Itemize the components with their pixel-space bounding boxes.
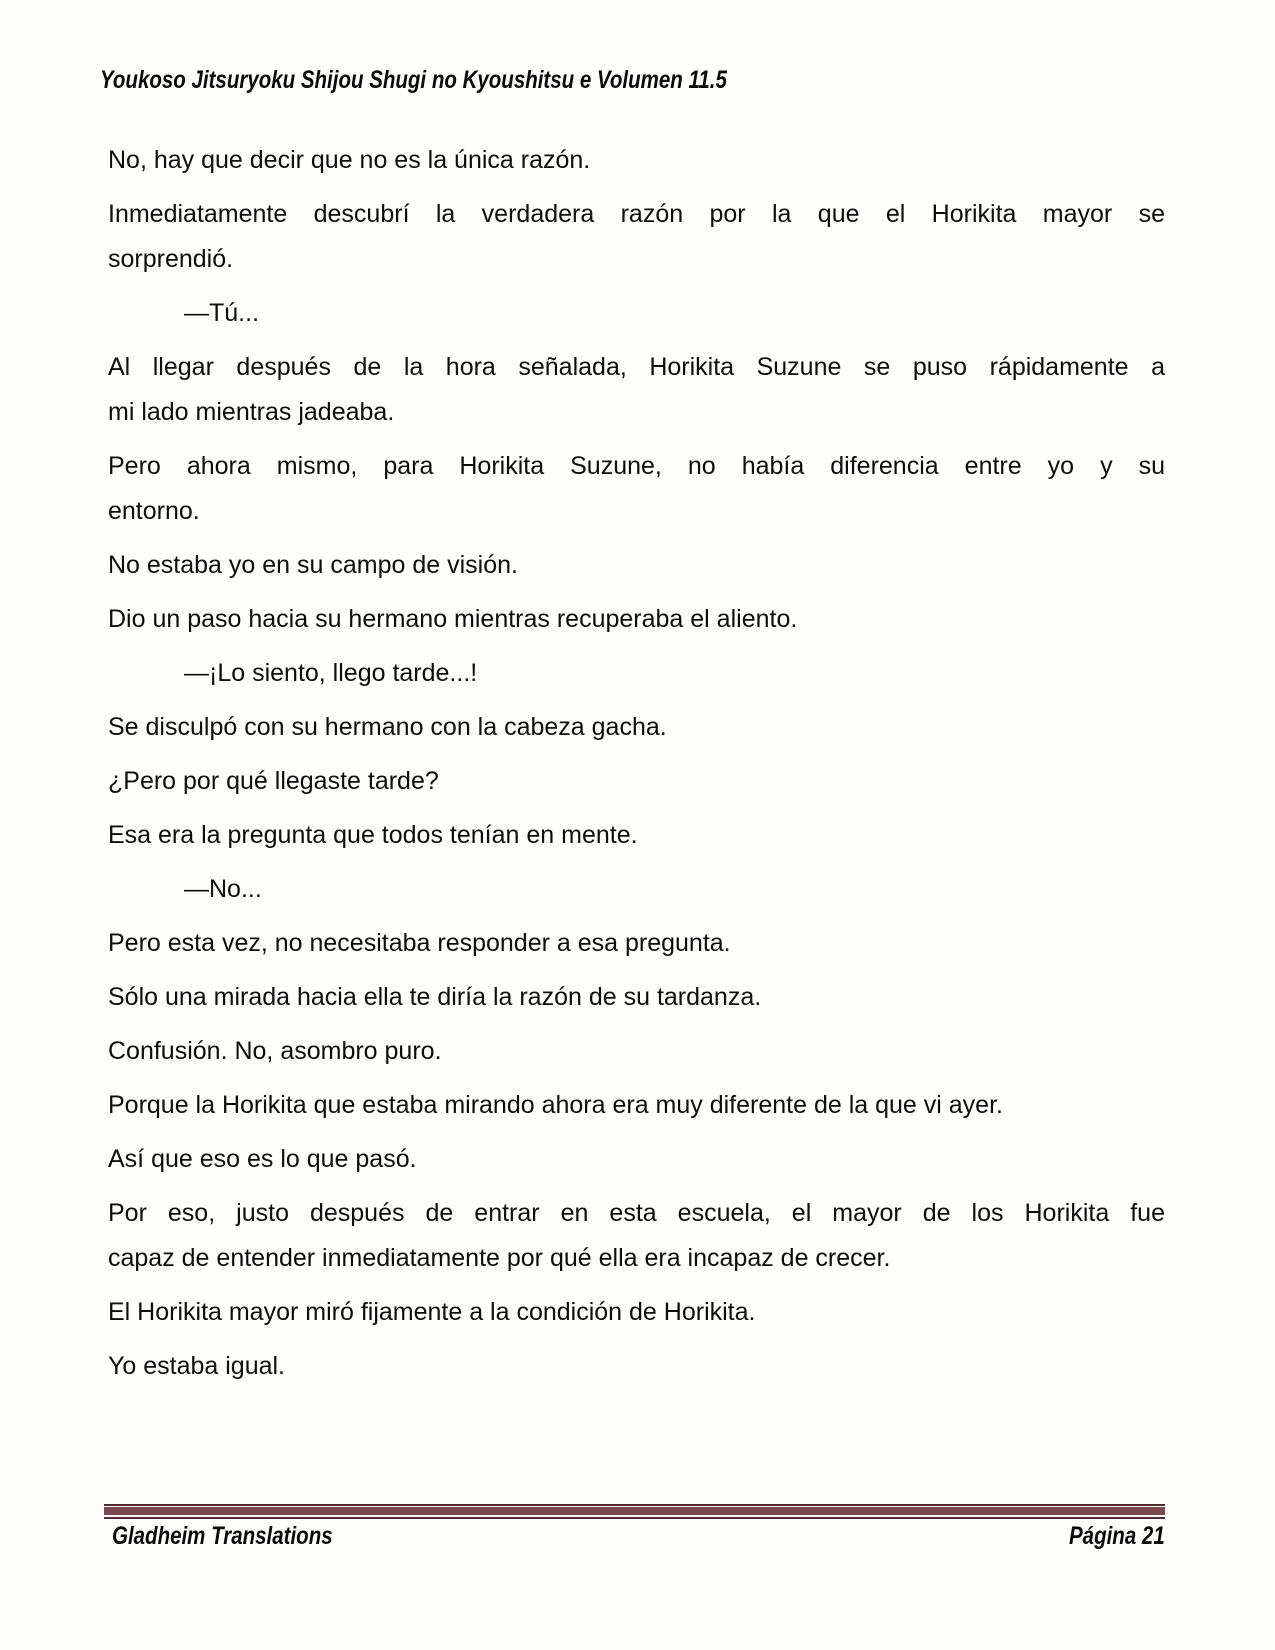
paragraph-line: Por eso, justo después de entrar en esta escuela, el mayor de los Horikita fue	[108, 1199, 1165, 1227]
paragraph	[108, 543, 1165, 588]
paragraph-line: El Horikita mayor miró fijamente a la condición de Horikita.	[108, 1298, 756, 1326]
paragraph-line: Inmediatamente descubrí la verdadera razón por la que el Horikita mayor se	[108, 200, 1165, 228]
paragraph	[108, 813, 1165, 858]
paragraph-line: Así que eso es lo que pasó.	[108, 1145, 417, 1173]
paragraph	[108, 705, 1165, 750]
footer-rule-thick	[104, 1507, 1165, 1515]
paragraph	[108, 138, 1165, 183]
header-title: Youkoso Jitsuryoku Shijou Shugi no Kyoushitsu e Volumen 11.5	[100, 66, 727, 94]
paragraph-line: Pero ahora mismo, para Horikita Suzune, no había diferencia entre yo y su	[108, 452, 1165, 480]
page-header	[100, 66, 864, 95]
paragraph-line: Esa era la pregunta que todos tenían en mente.	[108, 821, 638, 849]
paragraph-line: capaz de entender inmediatamente por qué ella era incapaz de crecer.	[108, 1244, 891, 1272]
paragraph	[108, 975, 1165, 1020]
paragraph-line: —No...	[184, 875, 262, 903]
paragraph	[108, 1290, 1165, 1335]
paragraph	[108, 345, 1165, 435]
paragraph	[108, 1191, 1165, 1281]
paragraph-line: sorprendió.	[108, 245, 234, 273]
paragraph-line: Al llegar después de la hora señalada, Horikita Suzune se puso rápidamente a	[108, 353, 1165, 381]
paragraph	[108, 921, 1165, 966]
paragraph	[108, 597, 1165, 642]
paragraph-line: Porque la Horikita que estaba mirando ahora era muy diferente de la que vi ayer.	[108, 1091, 1003, 1119]
paragraph-line: entorno.	[108, 497, 200, 525]
paragraph-line: No estaba yo en su campo de visión.	[108, 551, 518, 579]
paragraph	[108, 1137, 1165, 1182]
paragraph	[108, 867, 1165, 912]
footer-rule-thin-bottom	[104, 1517, 1165, 1519]
paragraph-line: Se disculpó con su hermano con la cabeza gacha.	[108, 713, 667, 741]
paragraph	[108, 759, 1165, 804]
paragraph-line: Yo estaba igual.	[108, 1352, 286, 1380]
paragraph	[108, 444, 1165, 534]
paragraph-line: Pero esta vez, no necesitaba responder a esa pregunta.	[108, 929, 731, 957]
footer-rule-thin-top	[104, 1504, 1165, 1506]
paragraph	[108, 1344, 1165, 1389]
paragraph-line: Sólo una mirada hacia ella te diría la razón de su tardanza.	[108, 983, 762, 1011]
paragraph-line: Dio un paso hacia su hermano mientras recuperaba el aliento.	[108, 605, 798, 633]
footer-page-number: Página 21	[1069, 1522, 1165, 1550]
paragraph	[108, 651, 1165, 696]
paragraph	[108, 1083, 1165, 1128]
footer-translator-credit: Gladheim Translations	[112, 1522, 333, 1550]
paragraph	[108, 1029, 1165, 1074]
paragraph	[108, 291, 1165, 336]
paragraph-line: —Tú...	[184, 299, 260, 327]
paragraph-line: Confusión. No, asombro puro.	[108, 1037, 442, 1065]
body-text	[108, 138, 1165, 1398]
footer-rule	[104, 1504, 1165, 1519]
paragraph-line: No, hay que decir que no es la única razón.	[108, 146, 591, 174]
page-footer	[112, 1522, 1165, 1558]
paragraph-line: mi lado mientras jadeaba.	[108, 398, 395, 426]
paragraph	[108, 192, 1165, 282]
paragraph-line: ¿Pero por qué llegaste tarde?	[108, 767, 439, 795]
paragraph-line: —¡Lo siento, llego tarde...!	[184, 659, 478, 687]
